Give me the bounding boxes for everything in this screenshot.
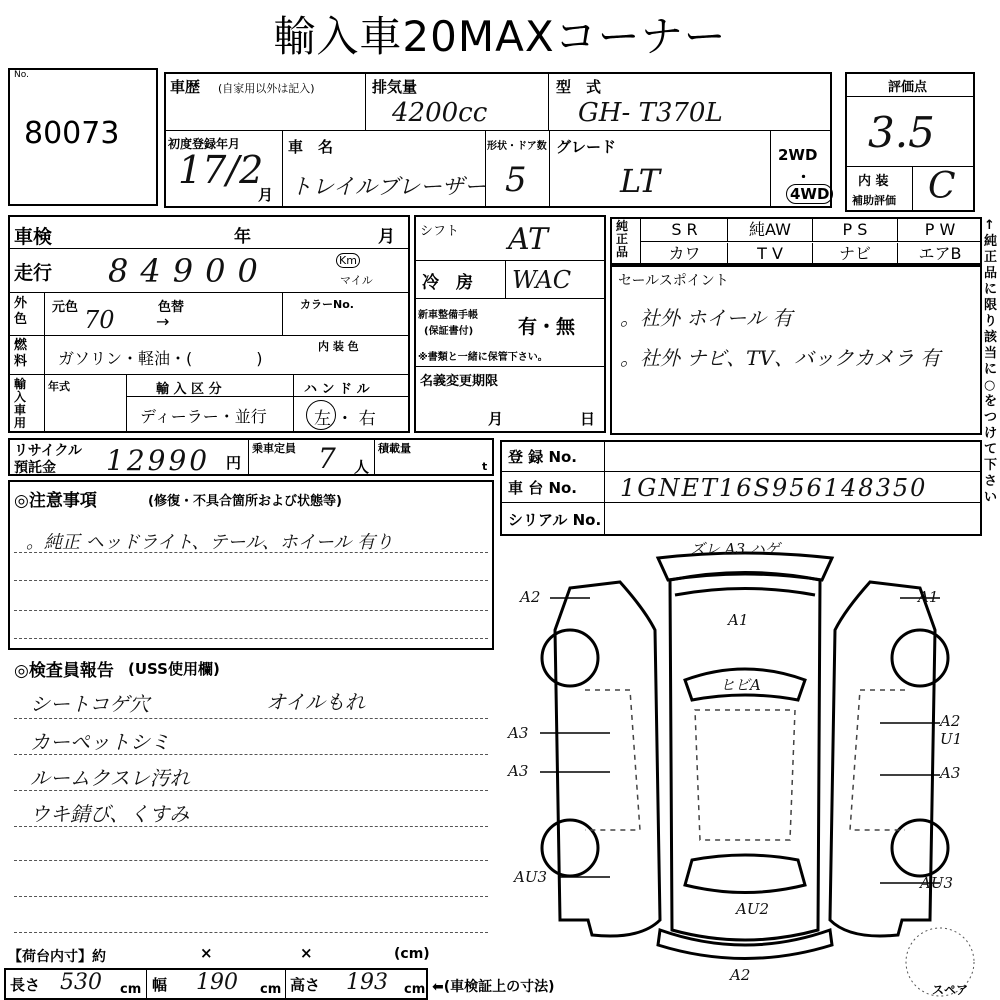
fuel-value: ガソリン・軽油・( ) bbox=[58, 349, 263, 368]
load-label: 積載量 bbox=[378, 442, 411, 455]
first-reg-label: 初度登録年月 bbox=[168, 137, 241, 151]
shaken-year: 年 bbox=[234, 227, 251, 247]
sales-point-label: セールスポイント bbox=[618, 273, 729, 289]
inspector-label: ◎検査員報告 bbox=[14, 661, 114, 681]
page-title: 輸入車20MAXコーナー bbox=[273, 12, 727, 61]
cargo-x1: × bbox=[200, 944, 213, 962]
diagram-mark-11: AU3 bbox=[514, 868, 548, 886]
import-kubun-value: ディーラー・並行 bbox=[140, 407, 267, 426]
genuine-cell: カワ bbox=[668, 244, 701, 263]
score-value: 3.5 bbox=[868, 108, 935, 157]
model-type-value: GH- T370L bbox=[578, 98, 723, 128]
dims-note: ⬅(車検証上の寸法) bbox=[432, 979, 555, 995]
doors-value: 5 bbox=[505, 160, 527, 200]
genuine-cell: P W bbox=[897, 219, 982, 241]
reg-no-label: 登 録 No. bbox=[508, 448, 578, 466]
diagram-mark-2: A2 bbox=[520, 588, 541, 606]
mileage-label: 走行 bbox=[14, 262, 53, 284]
lot-box bbox=[8, 68, 158, 206]
cargo-x2: × bbox=[300, 944, 313, 962]
height-value: 193 bbox=[346, 970, 388, 995]
side-note: ↑純正品に限り該当に○をつけて下さい bbox=[984, 218, 998, 505]
history-label: 車歴 bbox=[170, 78, 201, 96]
grade-value: LT bbox=[620, 162, 660, 200]
recycle-unit: 円 bbox=[226, 454, 242, 472]
handle-label: ハ ン ド ル bbox=[304, 382, 370, 397]
grade-label: グレード bbox=[556, 138, 617, 156]
capacity-label: 乗車定員 bbox=[252, 442, 296, 455]
inspector-line-4: ウキ錆び、くすみ bbox=[30, 802, 190, 826]
name-change-label: 名義変更期限 bbox=[420, 374, 499, 389]
cargo-unit: (cm) bbox=[394, 946, 430, 962]
height-label: 高さ bbox=[290, 976, 321, 994]
diagram-mark-14: A2 bbox=[730, 966, 751, 984]
import-label: 輸入車用 bbox=[14, 377, 27, 430]
shaken-month: 月 bbox=[378, 227, 395, 247]
diagram-mark-12: AU3 bbox=[920, 874, 954, 892]
import-year-label: 年式 bbox=[48, 380, 70, 393]
shift-label: シフト bbox=[420, 224, 460, 239]
interior-label-2: 補助評価 bbox=[852, 194, 896, 207]
outer-color-label: 外色 bbox=[14, 296, 28, 327]
lot-number: 80073 bbox=[24, 116, 120, 151]
height-unit: cm bbox=[404, 982, 426, 997]
mileage-value: 84900 bbox=[108, 252, 270, 290]
width-unit: cm bbox=[260, 982, 282, 997]
recycle-label-2: 預託金 bbox=[14, 460, 56, 476]
car-name-label: 車 名 bbox=[288, 138, 334, 156]
spare-label: スペア bbox=[932, 983, 969, 997]
diagram-mark-7: A2 bbox=[940, 712, 961, 730]
first-reg-month: 月 bbox=[258, 186, 274, 204]
inspector-col2: オイルもれ bbox=[266, 690, 365, 714]
capacity-value: 7 bbox=[318, 442, 336, 475]
load-unit: t bbox=[482, 460, 488, 473]
diagram-mark-0: ズレ A3 ハゲ bbox=[690, 540, 780, 558]
sales-point-line-1: 。社外 ホイール 有 bbox=[620, 306, 793, 330]
name-change-month: 月 bbox=[488, 410, 504, 428]
model-type-label: 型 式 bbox=[556, 78, 602, 96]
manual-label-2: (保証書付) bbox=[424, 326, 474, 337]
manual-value: 有・無 bbox=[518, 316, 576, 338]
fuel-label: 燃料 bbox=[14, 338, 28, 369]
manual-note: ※書類と一緒に保管下さい。 bbox=[418, 352, 548, 363]
mileage-km: Km bbox=[336, 253, 360, 268]
genuine-cell: T V bbox=[727, 243, 812, 265]
interior-color-label: 内 装 色 bbox=[318, 340, 359, 353]
width-label: 幅 bbox=[152, 976, 168, 994]
ac-label: 冷 房 bbox=[422, 273, 473, 293]
cargo-label: 【荷台内寸】約 bbox=[8, 949, 106, 965]
inspector-line-2: カーペットシミ bbox=[30, 730, 170, 754]
interior-value: C bbox=[928, 166, 956, 207]
diagram-mark-5: ヒビA bbox=[720, 676, 761, 694]
car-name-value: トレイルブレーザー bbox=[290, 175, 487, 200]
shift-value: AT bbox=[508, 222, 549, 257]
length-unit: cm bbox=[120, 982, 142, 997]
genuine-cell: ナビ bbox=[812, 243, 897, 265]
inspector-line-1: シートコゲ穴 bbox=[30, 692, 150, 716]
drive-2wd: 2WD bbox=[778, 146, 818, 164]
notes-label: ◎注意事項 bbox=[14, 491, 97, 511]
doors-label: 形状・ドア数 bbox=[487, 141, 547, 152]
genuine-cell: P S bbox=[812, 219, 897, 241]
diagram-mark-8: U1 bbox=[940, 730, 963, 748]
sales-point-line-2: 。社外 ナビ、TV、バックカメラ 有 bbox=[620, 346, 941, 370]
width-value: 190 bbox=[196, 970, 238, 995]
orig-color-label: 元色 bbox=[52, 300, 79, 315]
serial-no-label: シリアル No. bbox=[508, 511, 602, 529]
displacement-label: 排気量 bbox=[372, 78, 418, 96]
interior-label-1: 内 装 bbox=[858, 174, 889, 189]
score-label: 評価点 bbox=[888, 80, 928, 95]
length-value: 530 bbox=[60, 970, 102, 995]
displacement-value: 4200cc bbox=[392, 98, 488, 128]
drive-4wd: 4WD bbox=[786, 184, 833, 204]
drive-dot: ・ bbox=[796, 168, 812, 186]
color-code-label: カラーNo. bbox=[300, 298, 354, 311]
capacity-unit: 人 bbox=[354, 458, 370, 476]
color-arrow: → bbox=[156, 312, 170, 331]
change-color-label: 色替 bbox=[158, 300, 185, 315]
length-label: 長さ bbox=[10, 976, 41, 994]
import-kubun-label: 輸 入 区 分 bbox=[156, 382, 222, 397]
inspector-line-3: ルームクスレ汚れ bbox=[30, 766, 190, 790]
name-change-day: 日 bbox=[580, 410, 596, 428]
genuine-cell: 純AW bbox=[727, 219, 812, 241]
diagram-mark-1: A1 bbox=[728, 611, 749, 629]
diagram-mark-10: A3 bbox=[940, 764, 961, 782]
handle-left-circle bbox=[306, 400, 336, 430]
recycle-value: 12990 bbox=[106, 444, 211, 477]
first-reg-value: 17/2 bbox=[178, 148, 264, 192]
shaken-label: 車検 bbox=[14, 226, 53, 248]
ac-value: WAC bbox=[512, 266, 572, 294]
recycle-label-1: リサイクル bbox=[14, 443, 83, 459]
chassis-no-value: 1GNET16S956148350 bbox=[620, 474, 928, 502]
vehicle-diagram bbox=[500, 540, 1000, 1000]
chassis-no-label: 車 台 No. bbox=[508, 479, 578, 497]
inspector-sub: (USS使用欄) bbox=[128, 660, 220, 678]
history-note: (自家用以外は記入) bbox=[218, 82, 315, 95]
diagram-mark-6: A3 bbox=[508, 724, 529, 742]
mileage-mile: マイル bbox=[340, 274, 373, 287]
manual-label-1: 新車整備手帳 bbox=[418, 310, 478, 321]
handle-value: 左 ・ 右 bbox=[314, 409, 376, 429]
genuine-label: 純正品 bbox=[616, 219, 629, 259]
genuine-cell: S R bbox=[671, 220, 698, 239]
diagram-mark-9: A3 bbox=[508, 762, 529, 780]
genuine-cell: エアB bbox=[897, 243, 982, 265]
diagram-mark-3: A1 bbox=[918, 588, 939, 606]
orig-color-value: 70 bbox=[84, 306, 115, 334]
lot-label: No. bbox=[14, 70, 29, 80]
notes-sub: (修復・不具合箇所および状態等) bbox=[148, 494, 342, 509]
diagram-mark-13: AU2 bbox=[736, 900, 770, 918]
notes-line-1: 。純正 ヘッドライト、テール、ホイール 有り bbox=[26, 532, 394, 553]
